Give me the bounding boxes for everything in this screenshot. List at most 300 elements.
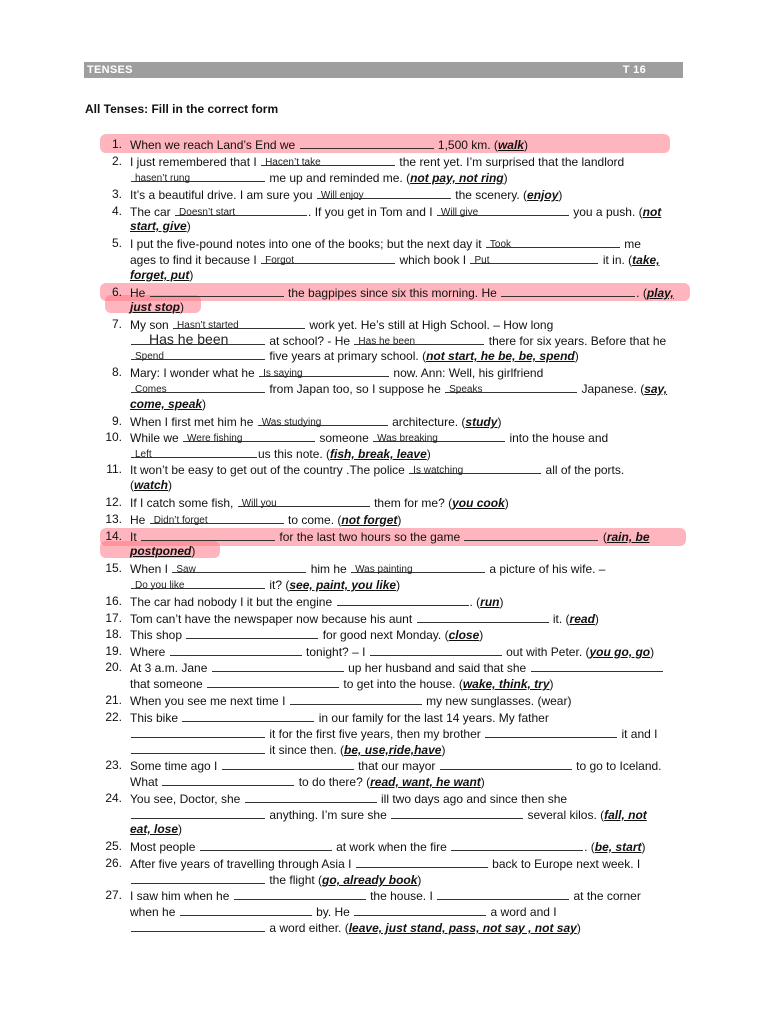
item-text: ) <box>576 921 581 935</box>
handwritten-answer: Do you like <box>135 580 185 591</box>
handwritten-answer: Comes <box>135 384 167 395</box>
item-text: . If you get in Tom and I <box>308 205 433 219</box>
item-number: 3. <box>111 187 122 201</box>
item-text: architecture. ( <box>392 415 466 429</box>
item-text: to do there? ( <box>298 775 371 789</box>
item-text: work yet. He’s still at High School. – How long <box>309 318 554 332</box>
verb-hint: forget, put <box>130 268 190 282</box>
item-line <box>130 611 599 626</box>
item-text: ) <box>426 447 431 461</box>
item-number: 14. <box>105 529 122 543</box>
item-number: 13. <box>105 512 122 526</box>
item-text: up her husband and said that she <box>348 661 527 675</box>
handwritten-answer: Will give <box>440 207 479 218</box>
answer-blank[interactable] <box>259 365 389 377</box>
answer-blank[interactable] <box>183 430 315 442</box>
item-line <box>130 170 508 185</box>
item-text: Where <box>130 645 166 659</box>
item-text: ) <box>397 513 402 527</box>
item-text: It’s a beautiful drive. I am sure you <box>130 188 313 202</box>
item-text: 1,500 km. ( <box>437 138 498 152</box>
answer-blank[interactable] <box>290 693 422 705</box>
answer-blank[interactable] <box>451 839 583 851</box>
item-line <box>130 137 528 152</box>
handwritten-answer: Spend <box>135 351 164 362</box>
verb-hint: study <box>465 415 498 429</box>
answer-blank[interactable] <box>131 348 265 360</box>
handwritten-answer: Was studying <box>261 417 322 428</box>
item-line <box>130 397 206 411</box>
verb-hint: fall, not <box>604 808 647 822</box>
item-line <box>130 414 501 429</box>
answer-blank[interactable] <box>173 317 305 329</box>
item-text: ages to find it because I <box>130 253 257 267</box>
answer-blank[interactable] <box>131 872 265 884</box>
answer-blank[interactable] <box>180 904 312 916</box>
item-line <box>130 726 657 741</box>
item-line <box>130 381 667 396</box>
item-text: ) <box>396 578 401 592</box>
item-line <box>130 430 608 445</box>
item-number: 2. <box>111 154 122 168</box>
answer-blank[interactable] <box>150 512 284 524</box>
item-text: from Japan too, so I suppose he <box>269 382 441 396</box>
item-text: ) <box>523 138 528 152</box>
verb-hint: postponed <box>130 544 192 558</box>
item-text: ) <box>178 822 183 836</box>
item-text: ) <box>480 775 485 789</box>
answer-blank[interactable] <box>354 333 484 345</box>
item-number: 6. <box>111 285 122 299</box>
item-text: out with Peter. ( <box>506 645 590 659</box>
answer-blank[interactable] <box>186 627 318 639</box>
handwritten-answer: Took <box>489 239 512 250</box>
handwritten-answer: hasen’t rung <box>135 173 191 184</box>
answer-blank[interactable] <box>207 676 339 688</box>
item-text: him he <box>310 562 347 576</box>
answer-blank[interactable] <box>222 758 354 770</box>
item-text: when he <box>130 905 176 919</box>
item-text: This bike <box>130 711 179 725</box>
item-text: . ( <box>469 595 481 609</box>
item-text: ill two days ago and since then she <box>380 792 568 806</box>
item-text: them for me? ( <box>374 496 453 510</box>
verb-hint: say, <box>644 382 668 396</box>
verb-hint: see, paint, you like <box>289 578 397 592</box>
answer-blank[interactable] <box>351 561 485 573</box>
item-text: for good next Monday. ( <box>322 628 449 642</box>
item-text: ( <box>602 530 607 544</box>
item-line <box>130 495 509 510</box>
verb-hint: be, start <box>594 840 642 854</box>
item-text: ( <box>130 478 134 492</box>
verb-hint: play, <box>646 286 674 300</box>
answer-blank[interactable] <box>440 758 572 770</box>
item-line <box>130 333 666 348</box>
item-text: While we <box>130 431 179 445</box>
answer-blank[interactable] <box>486 236 620 248</box>
answer-blank[interactable] <box>373 430 505 442</box>
verb-hint: enjoy <box>527 188 559 202</box>
item-text: it and I <box>621 727 658 741</box>
item-number: 27. <box>105 888 122 902</box>
item-number: 7. <box>111 317 122 331</box>
item-number: 23. <box>105 758 122 772</box>
item-line <box>130 758 662 773</box>
item-text: Some time ago I <box>130 759 218 773</box>
verb-hint: just stop <box>130 300 180 314</box>
item-text: the rent yet. I’m surprised that the landlord <box>399 155 625 169</box>
handwritten-answer: Will enjoy <box>320 190 364 201</box>
item-line <box>130 856 640 871</box>
item-text: the house. I <box>370 889 433 903</box>
item-text: Mary: I wonder what he <box>130 366 255 380</box>
answer-blank[interactable] <box>131 381 265 393</box>
item-line <box>130 693 571 708</box>
handwritten-answer: Were fishing <box>187 433 243 444</box>
item-text: the scenery. ( <box>455 188 528 202</box>
item-text: ) <box>417 873 422 887</box>
handwritten-answer: Didn’t forget <box>153 515 208 526</box>
header-left: TENSES <box>87 64 133 76</box>
item-text: ) <box>191 544 196 558</box>
verb-hint: you go, go <box>589 645 651 659</box>
item-number: 8. <box>111 365 122 379</box>
item-text: five years at primary school. ( <box>269 349 427 363</box>
item-text: When I <box>130 562 169 576</box>
item-number: 20. <box>105 660 122 674</box>
item-text: it. ( <box>552 612 570 626</box>
answer-blank[interactable] <box>172 561 306 573</box>
item-text: to get into the house. ( <box>343 677 463 691</box>
answer-blank[interactable] <box>258 414 388 426</box>
answer-blank[interactable] <box>150 285 284 297</box>
answer-blank[interactable] <box>234 888 366 900</box>
answer-blank[interactable] <box>356 856 488 868</box>
item-line <box>130 512 401 527</box>
handwritten-answer: Doesn’t start <box>179 207 236 218</box>
item-text: After five years of travelling through Asia I <box>130 857 352 871</box>
item-text: ) <box>189 268 194 282</box>
handwritten-answer: Saw <box>176 564 196 575</box>
answer-blank[interactable] <box>370 644 502 656</box>
item-text: It <box>130 530 137 544</box>
handwritten-answer: Was painting <box>355 564 413 575</box>
item-line <box>130 710 549 725</box>
answer-blank[interactable] <box>531 660 663 672</box>
answer-blank[interactable] <box>261 252 395 264</box>
verb-hint: you cook <box>452 496 505 510</box>
item-text: by. He <box>316 905 350 919</box>
item-text: me up and reminded me. ( <box>269 171 411 185</box>
item-number: 9. <box>111 414 122 428</box>
item-text: At 3 a.m. Jane <box>130 661 208 675</box>
item-text: ) <box>504 496 509 510</box>
verb-hint: leave, just stand, pass, not say , not say <box>348 921 577 935</box>
verb-hint: wake, think, try <box>462 677 550 691</box>
item-text: Japanese. ( <box>581 382 645 396</box>
answer-blank[interactable] <box>317 187 451 199</box>
item-text: back to Europe next week. I <box>492 857 641 871</box>
item-line <box>130 252 660 267</box>
item-text: that our mayor <box>358 759 436 773</box>
item-text: ) <box>641 840 646 854</box>
answer-blank[interactable] <box>391 807 523 819</box>
item-line <box>130 888 641 903</box>
item-line <box>130 872 421 887</box>
item-text: ) <box>503 171 508 185</box>
item-text: He <box>130 286 146 300</box>
verb-hint: not start, he be, be, spend <box>426 349 575 363</box>
answer-blank[interactable] <box>470 252 598 264</box>
item-line <box>130 822 182 836</box>
item-text: ) <box>574 349 579 363</box>
item-text: What <box>130 775 159 789</box>
item-line <box>130 742 445 757</box>
header-bar <box>84 62 683 78</box>
item-text: He <box>130 513 146 527</box>
item-text: The car had nobody I it but the engine <box>130 595 333 609</box>
answer-blank[interactable] <box>409 462 541 474</box>
verb-hint: take, <box>632 253 660 267</box>
answer-blank[interactable] <box>131 333 265 345</box>
item-text: which book I <box>399 253 467 267</box>
answer-blank[interactable] <box>131 446 257 458</box>
item-text: This shop <box>130 628 183 642</box>
item-text: When you see me next time I <box>130 694 286 708</box>
item-line <box>130 204 661 219</box>
item-text: you a push. ( <box>573 205 643 219</box>
item-text: a word and I <box>490 905 557 919</box>
item-text: to go to Iceland. <box>576 759 662 773</box>
item-text: several kilos. ( <box>527 808 605 822</box>
answer-blank[interactable] <box>141 529 275 541</box>
item-text: I saw him when he <box>130 889 230 903</box>
item-text: ) <box>180 300 184 314</box>
item-line <box>130 920 581 935</box>
item-line <box>130 236 641 251</box>
item-text: ) <box>499 595 504 609</box>
answer-blank[interactable] <box>182 710 314 722</box>
item-text: When we reach Land’s End we <box>130 138 296 152</box>
answer-blank[interactable] <box>162 774 294 786</box>
item-number: 24. <box>105 791 122 805</box>
item-text: ) <box>479 628 484 642</box>
item-number: 10. <box>105 430 122 444</box>
item-text: now. Ann: Well, his girlfriend <box>393 366 544 380</box>
item-line <box>130 300 184 314</box>
answer-blank[interactable] <box>417 611 549 623</box>
item-text: at school? - He <box>269 334 351 348</box>
item-line <box>130 219 191 233</box>
item-text: it for the first five years, then my brother <box>269 727 481 741</box>
handwritten-answer: Hasn’t started <box>177 320 239 331</box>
item-text: it in. ( <box>602 253 633 267</box>
item-line <box>130 462 624 477</box>
item-text: ) <box>549 677 554 691</box>
handwritten-answer: Has he been <box>358 336 416 347</box>
item-number: 11. <box>106 462 122 476</box>
item-text: to come. ( <box>288 513 342 527</box>
verb-hint: read, want, he want <box>370 775 481 789</box>
answer-blank[interactable] <box>464 529 598 541</box>
item-number: 25. <box>105 839 122 853</box>
item-number: 17. <box>105 611 122 625</box>
item-line <box>130 529 650 544</box>
answer-blank[interactable] <box>131 920 265 932</box>
item-text: the bagpipes since six this morning. He <box>288 286 497 300</box>
item-text: the flight ( <box>269 873 323 887</box>
answer-blank[interactable] <box>337 594 469 606</box>
item-text: I just remembered that I <box>130 155 257 169</box>
item-text: ) <box>497 415 502 429</box>
item-number: 1. <box>111 137 122 151</box>
item-line <box>130 577 400 592</box>
verb-hint: eat, lose <box>130 822 179 836</box>
item-text: a word either. ( <box>269 921 349 935</box>
page-title: All Tenses: Fill in the correct form <box>85 102 279 116</box>
verb-hint: walk <box>497 138 524 152</box>
item-text: that someone <box>130 677 203 691</box>
handwritten-answer: Left <box>135 449 152 460</box>
item-line <box>130 544 195 558</box>
handwritten-answer: Is saying <box>263 368 303 379</box>
item-text: You see, Doctor, she <box>130 792 241 806</box>
item-text: it? ( <box>269 578 290 592</box>
answer-blank[interactable] <box>175 204 307 216</box>
answer-blank[interactable] <box>501 285 635 297</box>
handwritten-answer: Speaks <box>449 384 483 395</box>
answer-blank[interactable] <box>485 726 617 738</box>
verb-hint: not forget <box>341 513 398 527</box>
answer-blank[interactable] <box>200 839 332 851</box>
item-line <box>130 594 504 609</box>
item-text: ) <box>202 397 207 411</box>
item-line <box>130 268 193 282</box>
item-text: in our family for the last 14 years. My father <box>318 711 549 725</box>
verb-hint: not pay, not ring <box>410 171 504 185</box>
item-line <box>130 644 654 659</box>
item-text: tonight? – I <box>306 645 366 659</box>
item-text: ) <box>558 188 563 202</box>
answer-blank[interactable] <box>437 888 569 900</box>
item-text: all of the ports. <box>545 463 625 477</box>
answer-blank[interactable] <box>212 660 344 672</box>
item-text: there for six years. Before that he <box>488 334 667 348</box>
item-line <box>130 365 543 380</box>
item-line <box>130 317 553 332</box>
answer-blank[interactable] <box>131 577 265 589</box>
item-number: 4. <box>111 204 122 218</box>
item-text: at the corner <box>573 889 641 903</box>
answer-blank[interactable] <box>170 644 302 656</box>
answer-blank[interactable] <box>445 381 577 393</box>
item-text: someone <box>319 431 369 445</box>
verb-hint: not <box>642 205 662 219</box>
handwritten-answer: Was breaking <box>377 433 438 444</box>
item-line <box>130 446 431 461</box>
item-text: The car <box>130 205 171 219</box>
item-line <box>130 904 557 919</box>
handwritten-answer: Will you <box>241 498 277 509</box>
handwritten-answer: Forgot <box>265 255 294 266</box>
item-number: 19. <box>105 644 122 658</box>
item-text: for the last two hours so the game <box>279 530 461 544</box>
item-text: . ( <box>584 840 595 854</box>
item-text: it since then. ( <box>269 743 345 757</box>
verb-hint: come, speak <box>130 397 203 411</box>
item-text: ) <box>441 743 446 757</box>
item-line <box>130 348 579 363</box>
item-line <box>130 676 554 691</box>
answer-blank[interactable] <box>437 204 569 216</box>
item-number: 26. <box>105 856 122 870</box>
handwritten-answer: Is watching <box>413 465 464 476</box>
verb-hint: run <box>480 595 500 609</box>
verb-hint: rain, be <box>606 530 650 544</box>
item-text: Tom can’t have the newspaper now because his aunt <box>130 612 413 626</box>
item-number: 5. <box>111 236 122 250</box>
answer-blank[interactable] <box>131 807 265 819</box>
item-text: a picture of his wife. – <box>489 562 606 576</box>
answer-blank[interactable] <box>300 137 434 149</box>
verb-hint: close <box>448 628 480 642</box>
item-number: 16. <box>105 594 122 608</box>
item-text: I put the five-pound notes into one of the books; but the next day it <box>130 237 482 251</box>
item-line <box>130 807 647 822</box>
verb-hint: fish, break, leave <box>330 447 427 461</box>
item-line <box>130 285 674 300</box>
verb-hint: watch <box>134 478 169 492</box>
item-number: 22. <box>105 710 122 724</box>
item-text: ) <box>186 219 191 233</box>
item-text: anything. I’m sure she <box>269 808 387 822</box>
item-text: ) <box>168 478 173 492</box>
item-text: at work when the fire <box>336 840 447 854</box>
item-line <box>130 774 485 789</box>
item-text: Most people <box>130 840 196 854</box>
item-line <box>130 791 567 806</box>
answer-blank[interactable] <box>131 170 265 182</box>
answer-blank[interactable] <box>131 742 265 754</box>
item-line <box>130 561 605 576</box>
answer-blank[interactable] <box>261 154 395 166</box>
item-line <box>130 839 645 854</box>
item-line <box>130 627 483 642</box>
item-number: 21. <box>105 693 122 707</box>
answer-blank[interactable] <box>354 904 486 916</box>
item-number: 15. <box>105 561 122 575</box>
answer-blank[interactable] <box>245 791 377 803</box>
item-text: into the house and <box>509 431 609 445</box>
answer-blank[interactable] <box>131 726 265 738</box>
verb-hint: go, already book <box>322 873 418 887</box>
item-text: . ( <box>636 286 647 300</box>
item-line <box>130 187 562 202</box>
header-right: T 16 <box>622 64 646 76</box>
verb-hint: start, give <box>130 219 187 233</box>
item-text: us this note. ( <box>258 447 331 461</box>
handwritten-answer: Hacen’t take <box>265 157 321 168</box>
item-line <box>130 478 172 492</box>
item-text: ) <box>594 612 599 626</box>
item-text: It won’t be easy to get out of the country .The police <box>130 463 405 477</box>
answer-blank[interactable] <box>238 495 370 507</box>
item-text: My son <box>130 318 169 332</box>
item-line <box>130 660 664 675</box>
handwritten-answer: Has he been <box>149 331 229 347</box>
handwritten-answer: Put <box>474 255 490 266</box>
